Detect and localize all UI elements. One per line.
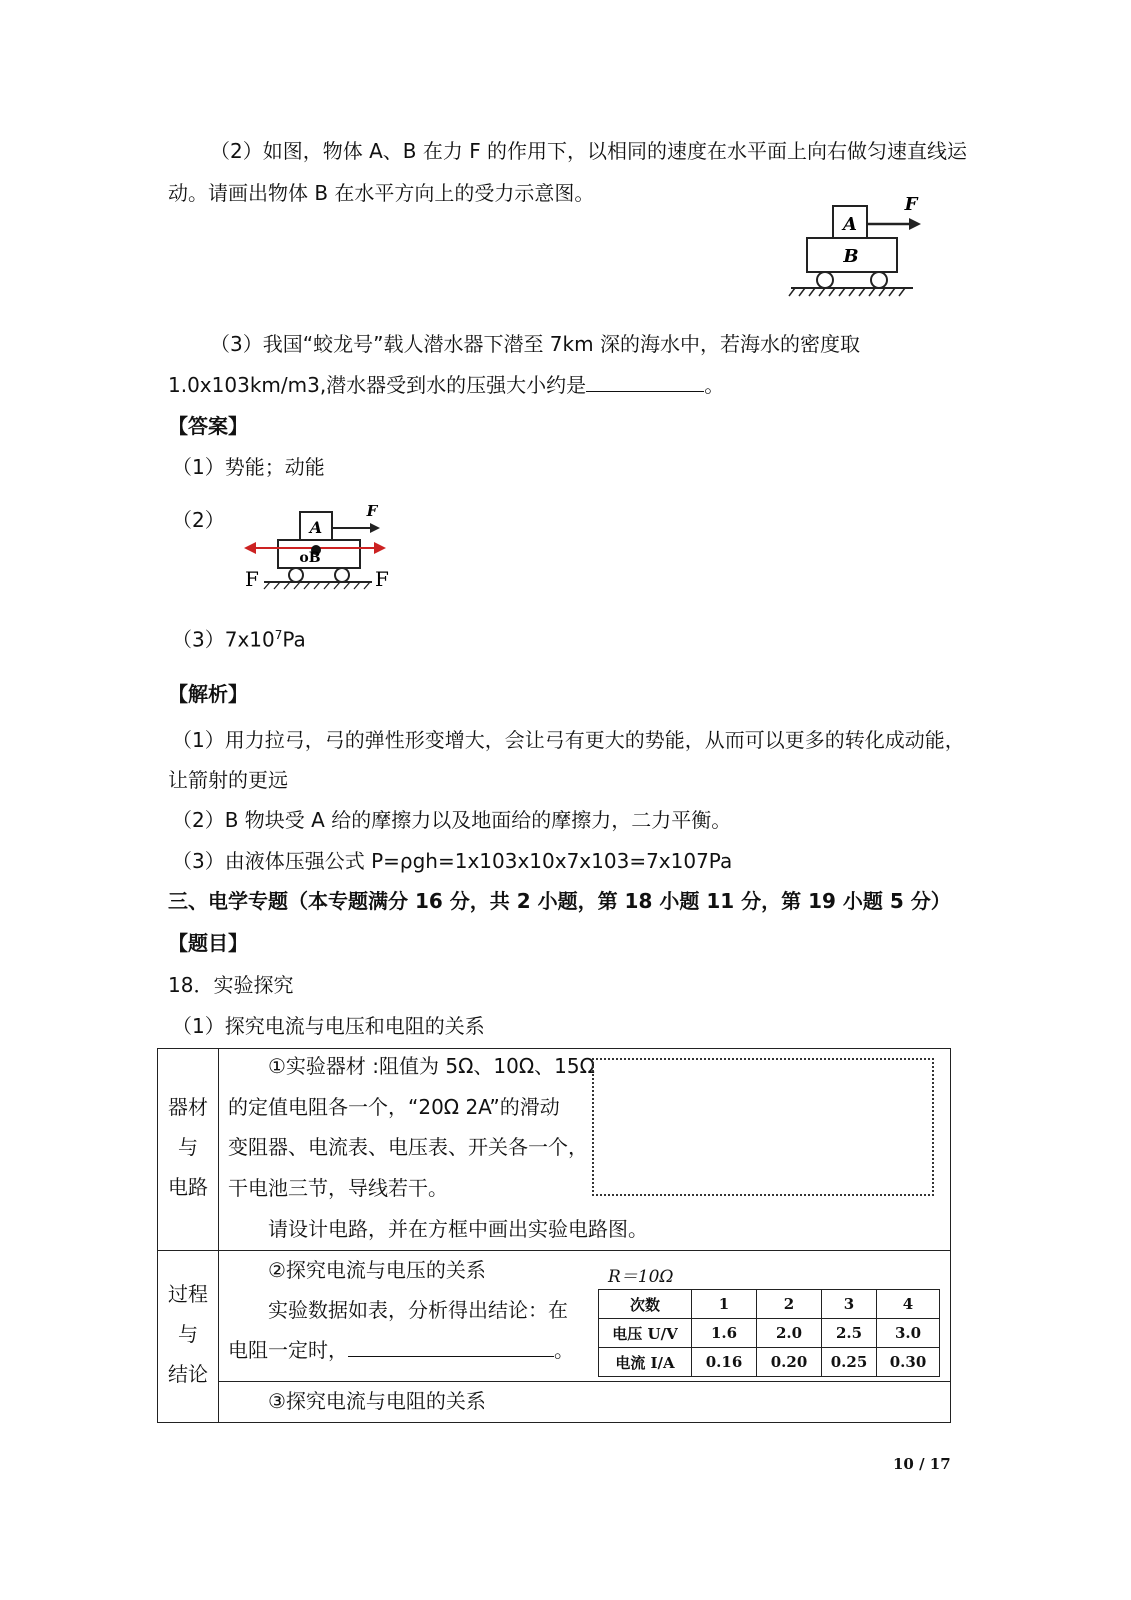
section3-title: 三、电学专题（本专题满分 16 分，共 2 小题，第 18 小题 11 分，第 19 小题 5 分） bbox=[168, 889, 951, 913]
cart-b-label: B bbox=[843, 246, 859, 267]
data-cell: 电流 I/A bbox=[599, 1348, 692, 1377]
data-cell: 3.0 bbox=[877, 1319, 940, 1348]
data-cell: 3 bbox=[822, 1290, 877, 1319]
data-cell: 4 bbox=[877, 1290, 940, 1319]
force-label-right: F bbox=[375, 567, 389, 591]
question-18: 18．实验探究 bbox=[168, 973, 294, 997]
data-table-caption: R＝10Ω bbox=[608, 1267, 674, 1287]
wheel-left bbox=[289, 568, 303, 582]
answer-3-prefix: （3）7x10 bbox=[172, 627, 275, 652]
data-cell: 1.6 bbox=[692, 1319, 757, 1348]
answer-3 bbox=[172, 622, 306, 653]
ground-hatch bbox=[789, 288, 905, 296]
data-cell: 0.25 bbox=[822, 1348, 877, 1377]
data-cell: 电压 U/V bbox=[599, 1319, 692, 1348]
q3-line2 bbox=[168, 372, 724, 398]
data-table bbox=[598, 1289, 940, 1377]
question-18-1: （1）探究电流与电压和电阻的关系 bbox=[172, 1014, 485, 1038]
row1-label-2: 与 bbox=[178, 1135, 198, 1159]
wheel-right bbox=[335, 568, 349, 582]
friction-arrow-left bbox=[244, 542, 256, 554]
row1-line2: 的定值电阻各一个，“20Ω 2A”的滑动 bbox=[228, 1095, 560, 1119]
row2-line3-text: 电阻一定时， bbox=[228, 1338, 348, 1362]
table-column-divider bbox=[218, 1048, 219, 1423]
q3-line1: （3）我国“蛟龙号”载人潜水器下潜至 7km 深的海水中，若海水的密度取 bbox=[210, 332, 860, 356]
data-table-row-voltage bbox=[599, 1319, 940, 1348]
force-arrow-head bbox=[370, 523, 380, 533]
cart-b-label: oB bbox=[299, 550, 321, 566]
data-table-row-current bbox=[599, 1348, 940, 1377]
figure-blocks-ab bbox=[785, 192, 925, 302]
q3-line2-end: 。 bbox=[704, 373, 725, 397]
row2-line1: ②探究电流与电压的关系 bbox=[268, 1258, 486, 1282]
answer-header: 【答案】 bbox=[168, 414, 248, 438]
wheel-right bbox=[871, 272, 887, 288]
row1-line1: ①实验器材 :阻值为 5Ω、10Ω、15Ω bbox=[268, 1054, 595, 1078]
force-label: F bbox=[904, 194, 918, 215]
row1-label-1: 器材 bbox=[168, 1095, 208, 1119]
block-a-label: A bbox=[843, 214, 857, 235]
circuit-drawing-box[interactable] bbox=[592, 1058, 934, 1196]
answer-3-exponent: 7 bbox=[274, 628, 283, 642]
analysis-p3: （3）由液体压强公式 P=ρgh=1x103x10x7x103=7x107Pa bbox=[172, 849, 733, 873]
answer-blank-conclusion bbox=[348, 1338, 554, 1357]
data-cell: 0.16 bbox=[692, 1348, 757, 1377]
data-table-row-trial bbox=[599, 1290, 940, 1319]
row1-line4: 干电池三节，导线若干。 bbox=[228, 1176, 448, 1200]
data-cell: 0.20 bbox=[757, 1348, 822, 1377]
data-cell: 次数 bbox=[599, 1290, 692, 1319]
page-number: 10 / 17 bbox=[893, 1455, 951, 1473]
data-cell: 2.0 bbox=[757, 1319, 822, 1348]
row2-label-3: 结论 bbox=[168, 1362, 208, 1386]
friction-arrow-right bbox=[374, 542, 386, 554]
q2-line2: 动。请画出物体 B 在水平方向上的受力示意图。 bbox=[168, 181, 595, 205]
row2-label-1: 过程 bbox=[168, 1282, 208, 1306]
data-cell: 2 bbox=[757, 1290, 822, 1319]
data-cell: 2.5 bbox=[822, 1319, 877, 1348]
data-cell: 0.30 bbox=[877, 1348, 940, 1377]
force-label-left: F bbox=[245, 567, 259, 591]
row3-line1: ③探究电流与电阻的关系 bbox=[268, 1389, 486, 1413]
answer-3-unit: Pa bbox=[282, 627, 306, 652]
wheel-left bbox=[817, 272, 833, 288]
table-row-divider-1 bbox=[157, 1250, 951, 1251]
figure-answer-force-diagram bbox=[240, 500, 400, 600]
force-label-top: F bbox=[366, 502, 378, 520]
analysis-p2: （2）B 物块受 A 给的摩擦力以及地面给的摩擦力，二力平衡。 bbox=[172, 808, 732, 832]
row1-line5: 请设计电路，并在方框中画出实验电路图。 bbox=[268, 1217, 648, 1241]
row1-line3: 变阻器、电流表、电压表、开关各一个， bbox=[228, 1135, 588, 1159]
row2-line2: 实验数据如表，分析得出结论：在 bbox=[268, 1298, 568, 1322]
analysis-p1-line1: （1）用力拉弓，弓的弹性形变增大，会让弓有更大的势能，从而可以更多的转化成动能， bbox=[172, 728, 965, 752]
analysis-header: 【解析】 bbox=[168, 682, 248, 706]
ground-hatch bbox=[264, 582, 370, 589]
row2-line3-end: 。 bbox=[554, 1338, 574, 1362]
table-row-divider-2 bbox=[218, 1381, 951, 1382]
row2-line3 bbox=[228, 1337, 574, 1363]
answer-blank-pressure bbox=[586, 373, 704, 392]
q2-line1: （2）如图，物体 A、B 在力 F 的作用下，以相同的速度在水平面上向右做匀速直线运 bbox=[210, 139, 968, 163]
section3-subheader: 【题目】 bbox=[168, 931, 248, 955]
answer-2: （2） bbox=[172, 508, 225, 532]
row1-label-3: 电路 bbox=[168, 1175, 208, 1199]
answer-1: （1）势能；动能 bbox=[172, 455, 325, 479]
force-arrow-head bbox=[909, 218, 921, 230]
row2-label-2: 与 bbox=[178, 1322, 198, 1346]
analysis-p1-line2: 让箭射的更远 bbox=[168, 768, 288, 792]
data-cell: 1 bbox=[692, 1290, 757, 1319]
q3-line2-text: 1.0x103km/m3,潜水器受到水的压强大小约是 bbox=[168, 373, 587, 397]
block-a-label: A bbox=[309, 518, 323, 537]
